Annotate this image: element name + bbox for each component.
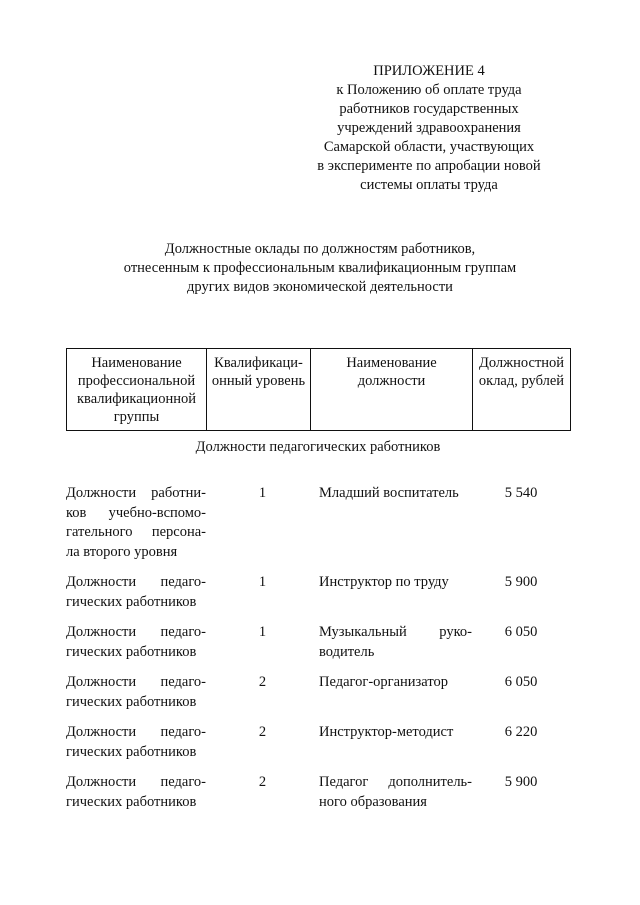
table-row <box>66 723 570 762</box>
cell-position: Инструктор-методист <box>319 724 454 740</box>
title-line: других видов экономической деятельности <box>187 279 453 295</box>
cell-group: Должности работни- ков учебно-вспомо- гательного персона- ла второго уровня <box>66 485 206 560</box>
appendix-line: системы оплаты труда <box>360 177 498 193</box>
table-row <box>66 673 570 712</box>
cell-salary: 6 050 <box>504 674 538 690</box>
header-salary: Должностной оклад, рублей <box>473 349 571 431</box>
cell-position: Музыкальный руко- водитель <box>319 624 472 660</box>
title-line: Должностные оклады по должностям работников, <box>164 241 476 257</box>
cell-salary: 6 050 <box>504 624 538 640</box>
table-header <box>66 348 571 431</box>
cell-level: 1 <box>258 624 267 640</box>
cell-group: Должности педаго- гических работников <box>66 774 206 810</box>
appendix-line: к Положению об оплате труда <box>336 82 522 98</box>
document-title <box>80 240 560 297</box>
appendix-line: в эксперименте по апробации новой <box>317 158 541 174</box>
appendix-block <box>300 62 558 195</box>
title-line: отнесенным к профессиональным квалификационным группам <box>123 260 517 276</box>
cell-position: Педагог-организатор <box>319 674 448 690</box>
header-level: Квалификаци- онный уровень <box>207 349 311 431</box>
table-row <box>66 573 570 612</box>
table-body <box>66 484 570 823</box>
table-row <box>66 773 570 812</box>
cell-level: 2 <box>258 774 267 790</box>
appendix-line: работников государственных <box>339 101 519 117</box>
cell-salary: 5 900 <box>504 574 538 590</box>
cell-level: 2 <box>258 674 267 690</box>
cell-position: Младший воспитатель <box>319 485 459 501</box>
header-position: Наименование должности <box>311 349 473 431</box>
cell-group: Должности педаго- гических работников <box>66 674 206 710</box>
appendix-line: Самарской области, участвующих <box>323 139 535 155</box>
cell-group: Должности педаго- гических работников <box>66 724 206 760</box>
cell-group: Должности педаго- гических работников <box>66 574 206 610</box>
header-group: Наименование профессиональной квалификационной группы <box>67 349 207 431</box>
table-row <box>66 623 570 662</box>
appendix-line: учреждений здравоохранения <box>337 120 521 136</box>
cell-salary: 5 540 <box>504 485 538 501</box>
table-row <box>66 484 570 562</box>
cell-position: Педагог дополнитель- ного образования <box>319 774 472 810</box>
cell-level: 2 <box>258 724 267 740</box>
cell-level: 1 <box>258 574 267 590</box>
cell-salary: 5 900 <box>504 774 538 790</box>
section-heading: Должности педагогических работников <box>195 439 441 455</box>
cell-salary: 6 220 <box>504 724 538 740</box>
cell-level: 1 <box>258 485 267 501</box>
cell-position: Инструктор по труду <box>319 574 449 590</box>
cell-group: Должности педаго- гических работников <box>66 624 206 660</box>
appendix-heading: ПРИЛОЖЕНИЕ 4 <box>373 63 485 79</box>
